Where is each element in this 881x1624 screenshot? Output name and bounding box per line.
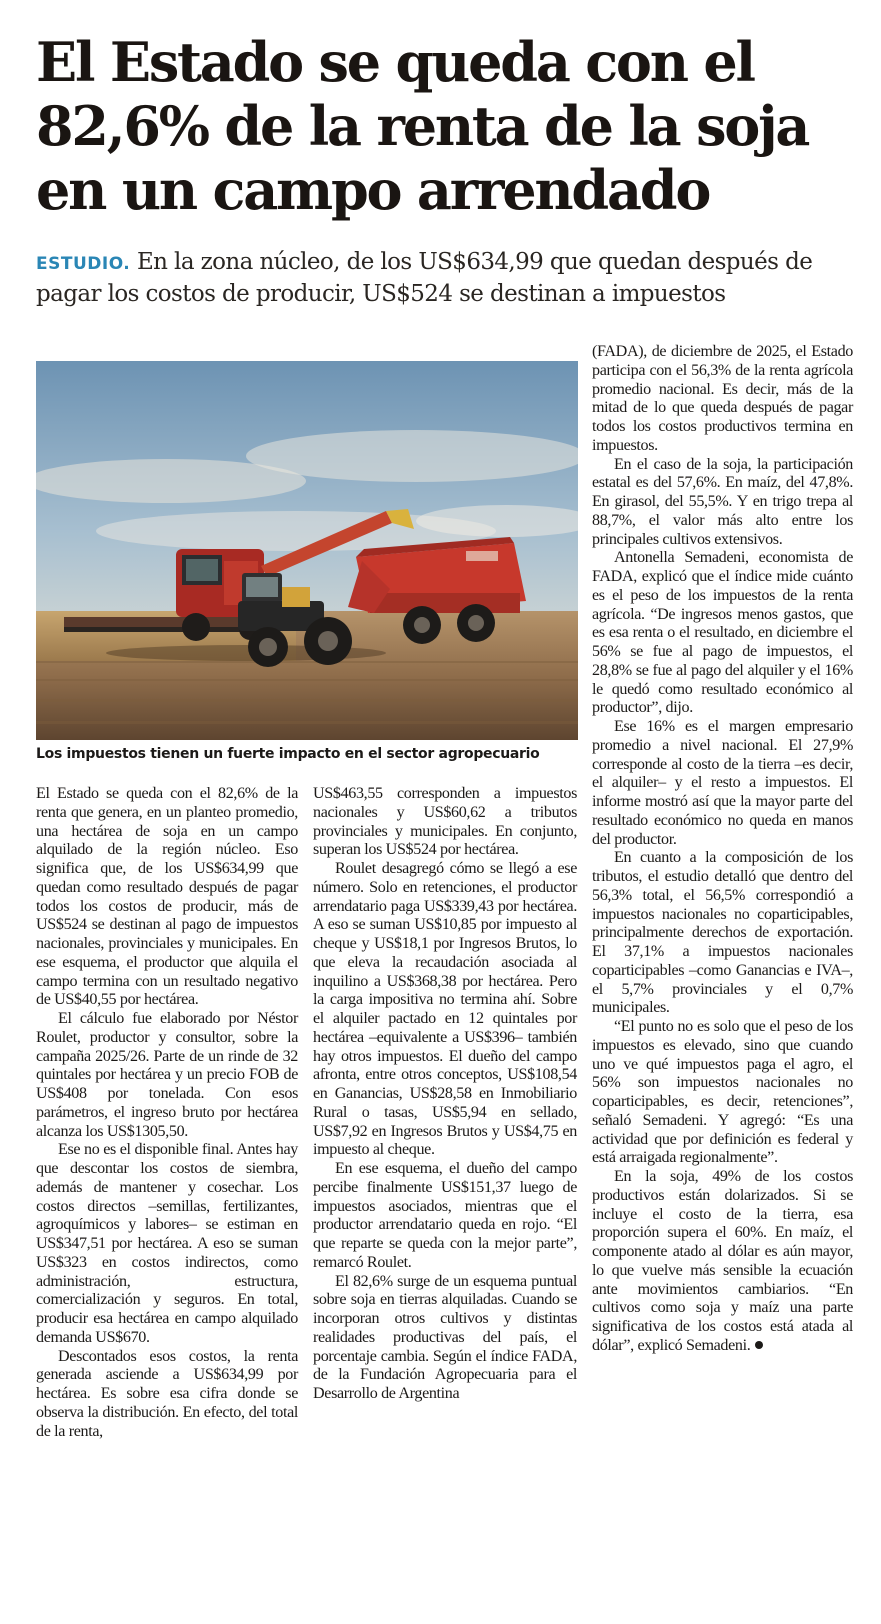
paragraph: (FADA), de diciembre de 2025, el Estado participa con el 56,3% de la renta agrícola promedio nacional. Es decir, más de la mitad de lo que queda después de pagar todos los costos productivos termina en impuestos. (592, 343, 853, 454)
headline: El Estado se queda con el 82,6% de la renta de la soja en un campo arrendado (36, 30, 809, 222)
article-column-1 (36, 785, 298, 1441)
photo-caption: Los impuestos tienen un fuerte impacto en el sector agropecuario (36, 746, 540, 762)
paragraph: “El punto no es solo que el peso de los impuestos es elevado, sino que cuando uno ve qué impuestos paga el agro, el 56% son impuestos nacionales no coparticipables, es decir, retenciones”, señaló Semadeni. Y agregó: “Es una actividad que por definición es federal y está arraigada regionalmente”. (592, 1018, 853, 1167)
paragraph-last (592, 1168, 853, 1356)
article-column-2 (313, 785, 577, 1404)
end-mark-icon (755, 1341, 763, 1349)
paragraph: Antonella Semadeni, economista de FADA, explicó que el índice mide cuánto es el peso de los impuestos de la renta agrícola. “De ingresos menos gastos, que es esa renta o el resultado, en diciembre el 56% se fue al pago de impuestos, el 28,8% se fue al pago del alquiler y el 16% le quedó como resultado económico al productor”, dijo. (592, 549, 853, 717)
paragraph: US$463,55 corresponden a impuestos nacionales y US$60,62 a tributos provinciales y municipales. En conjunto, superan los US$524 por hectárea. (313, 785, 577, 859)
paragraph: En ese esquema, el dueño del campo percibe finalmente US$151,37 luego de impuestos asociados, mientras que el productor arrendatario queda en rojo. “El que reparte se queda con la mejor parte”, remarcó Roulet. (313, 1160, 577, 1271)
paragraph: En cuanto a la composición de los tributos, el estudio detalló que dentro del 56,3% total, el 56,5% correspondió a impuestos nacionales no coparticipables, principalmente derechos de exportación. El 37,1% a impuestos nacionales coparticipables –como Ganancias e IVA–, el 5,7% provinciales y el 0,7% municipales. (592, 849, 853, 1017)
paragraph-text: En la soja, 49% de los costos productivos están dolarizados. Si se incluye el costo de la tierra, esa proporción supera el 60%. En maíz, el componente atado al dólar es aún mayor, lo que vuelve más sensible la ecuación ante movimientos cambiarios. “En cultivos como soja y maíz una parte significativa de los costos está atada al dólar”, explicó Semadeni. (592, 1168, 853, 1354)
harvest-photo (36, 361, 578, 740)
deck-text: En la zona núcleo, de los US$634,99 que quedan después de pagar los costos de producir, US$524 se destinan a impuestos (36, 249, 813, 307)
paragraph: El Estado se queda con el 82,6% de la renta que genera, en un planteo promedio, una hectárea de soja en un campo alquilado de la región núcleo. Eso significa que, de los US$634,99 que quedan como resultado después de pagar todos los costos de producir, más de US$524 se destinan al pago de impuestos nacionales, provinciales y municipales. En ese esquema, el productor que alquila el campo termina con un resultado negativo de US$40,55 por hectárea. (36, 785, 298, 1009)
paragraph: Descontados esos costos, la renta generada asciende a US$634,99 por hectárea. Es sobre esa cifra donde se observa la distribución. En efecto, del total de la renta, (36, 1347, 298, 1440)
paragraph: En el caso de la soja, la participación estatal es del 57,6%. En maíz, del 47,8%. En girasol, del 55,5%. Y en trigo trepa al 88,7%, el valor más alto entre los principales cultivos extensivos. (592, 455, 853, 548)
deck (36, 247, 866, 309)
paragraph: El 82,6% surge de un esquema puntual sobre soja en tierras alquiladas. Cuando se incorporan otros cultivos y distintas realidades productivas del país, el porcentaje cambia. Según el índice FADA, de la Fundación Agropecuaria para el Desarrollo de Argentina (313, 1272, 577, 1402)
paragraph: Ese 16% es el margen empresario promedio a nivel nacional. El 27,9% corresponde al costo de la tierra –es decir, el alquiler– y el resto a impuestos. El informe mostró así que la mayor parte del resultado económico no queda en manos del productor. (592, 718, 853, 848)
paragraph: Roulet desagregó cómo se llegó a ese número. Solo en retenciones, el productor arrendatario paga US$339,43 por hectárea. A eso se suman US$10,85 por impuesto al cheque y US$18,1 por Ingresos Brutos, lo que eleva la recaudación asociada al inquilino a US$368,38 por hectárea. Pero la carga impositiva no termina ahí. Sobre el alquiler pactado en 12 quintales por hectárea –equivalente a US$396– también hay otros impuestos. El dueño del campo afronta, entre otros conceptos, US$108,54 en Ganancias, US$28,58 en Inmobiliario Rural o tasas, US$5,94 en sellado, US$7,92 en Ingresos Brutos y US$4,75 en impuesto al cheque. (313, 860, 577, 1159)
article-column-3 (592, 343, 853, 1356)
paragraph: Ese no es el disponible final. Antes hay que descontar los costos de siembra, además de mantener y cosechar. Los costos directos –semillas, fertilizantes, agroquímicos y labores– se estiman en US$347,51 por hectárea. A eso se suman US$323 en costos indirectos, como administración, estructura, comercialización y seguros. En total, producir esa hectárea en campo alquilado demanda US$670. (36, 1141, 298, 1346)
deck-label: ESTUDIO. (36, 254, 131, 274)
paragraph: El cálculo fue elaborado por Néstor Roulet, productor y consultor, sobre la campaña 2025/26. Parte de un rinde de 32 quintales por hectárea y un precio FOB de US$408 por tonelada. Con esos parámetros, el ingreso bruto por hectárea alcanza los US$1305,50. (36, 1010, 298, 1140)
